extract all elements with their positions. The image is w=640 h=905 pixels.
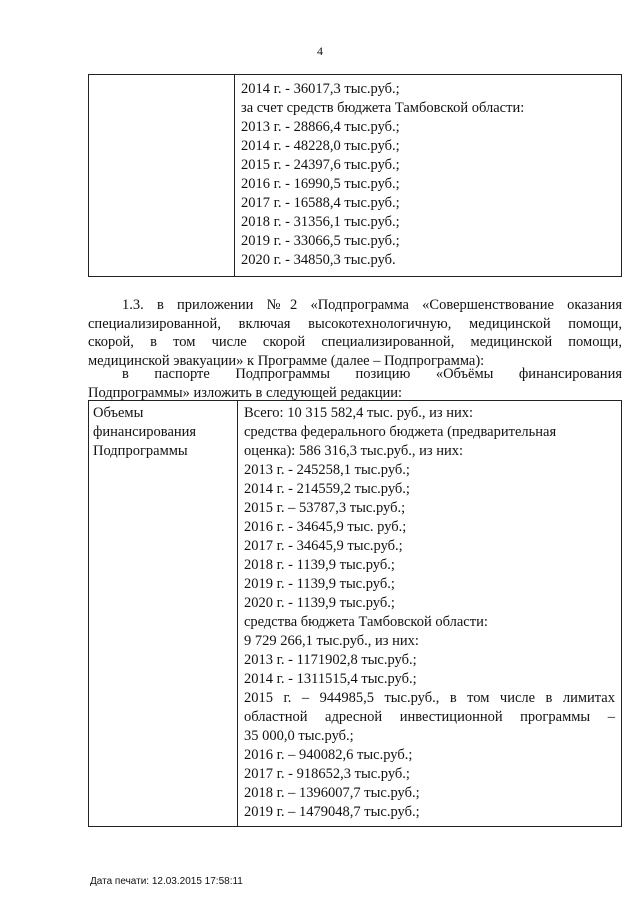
table2-label-line: Объемы [93,405,144,421]
table2-line: 35 000,0 тыс.руб.; [244,728,354,744]
table2-line: 9 729 266,1 тыс.руб., из них: [244,633,419,649]
page-number: 4 [317,44,323,58]
paragraph-line: в паспорте Подпрограммы позицию «Объёмы финансирования [122,366,622,382]
table1-line: 2013 г. - 28866,4 тыс.руб.; [241,119,400,135]
table1-right-cell [235,75,622,277]
table1-line: за счет средств бюджета Тамбовской области: [241,100,525,116]
table2-line: 2019 г. - 1139,9 тыс.руб.; [244,576,395,592]
table2-line: 2013 г. - 1171902,8 тыс.руб.; [244,652,417,668]
paragraph-line: скорой, в том числе скорой специализированной, медицинской помощи, [88,334,622,350]
paragraph-line: медицинской эвакуации» к Программе (далее – Подпрограмма): [88,352,485,369]
table2-line: 2015 г. – 944985,5 тыс.руб., в том числе в лимитах [244,690,615,706]
table1-line: 2014 г. - 36017,3 тыс.руб.; [241,81,400,97]
table2-line: 2018 г. – 1396007,7 тыс.руб.; [244,785,420,801]
funding-table-continued [88,74,622,277]
table2-line: 2015 г. – 53787,3 тыс.руб.; [244,500,406,516]
table1-line: 2016 г. - 16990,5 тыс.руб.; [241,176,400,192]
table2-label-cell [89,401,238,827]
table2-line: 2019 г. – 1479048,7 тыс.руб.; [244,804,420,820]
paragraph-line: 1.3. в приложении №2 «Подпрограмма «Совершенствование оказания [122,297,622,313]
funding-volume-table [88,400,622,827]
table2-line: 2016 г. – 940082,6 тыс.руб.; [244,747,413,763]
paragraph-1-3 [88,296,622,370]
table2-line: 2017 г. - 34645,9 тыс.руб.; [244,538,403,554]
table2-line: 2016 г. - 34645,9 тыс. руб.; [244,519,407,535]
table2-line: 2014 г. - 214559,2 тыс.руб.; [244,481,410,497]
table1-line: 2014 г. - 48228,0 тыс.руб.; [241,138,400,154]
table2-line: областной адресной инвестиционной программы – [244,709,615,725]
print-date-footer: Дата печати: 12.03.2015 17:58:11 [90,876,243,887]
table2-line: Всего: 10 315 582,4 тыс. руб., из них: [244,405,474,421]
paragraph-line: специализированной, включая высокотехнологичную, медицинской помощи, [88,315,622,332]
table2-line: оценка): 586 316,3 тыс.руб., из них: [244,443,463,459]
table2-line: 2013 г. - 245258,1 тыс.руб.; [244,462,410,478]
table2-line: средства бюджета Тамбовской области: [244,614,488,630]
table1-left-cell [89,75,235,277]
table1-line: 2019 г. - 33066,5 тыс.руб.; [241,233,400,249]
table2-label-line: финансирования [93,424,197,440]
table2-line: 2018 г. - 1139,9 тыс.руб.; [244,557,395,573]
paragraph-line: Подпрограммы» изложить в следующей редакции: [88,384,403,401]
table2-line: 2017 г. - 918652,3 тыс.руб.; [244,766,410,782]
table2-line: средства федерального бюджета (предварительная [244,424,557,440]
table1-line: 2015 г. - 24397,6 тыс.руб.; [241,157,400,173]
table1-line: 2017 г. - 16588,4 тыс.руб.; [241,195,400,211]
table1-line: 2020 г. - 34850,3 тыс.руб. [241,252,396,268]
table2-value-cell [238,401,622,827]
table2-line: 2014 г. - 1311515,4 тыс.руб.; [244,671,417,687]
table2-label-line: Подпрограммы [93,443,188,459]
table2-line: 2020 г. - 1139,9 тыс.руб.; [244,595,395,611]
paragraph-passport [88,365,622,402]
table1-line: 2018 г. - 31356,1 тыс.руб.; [241,214,400,230]
